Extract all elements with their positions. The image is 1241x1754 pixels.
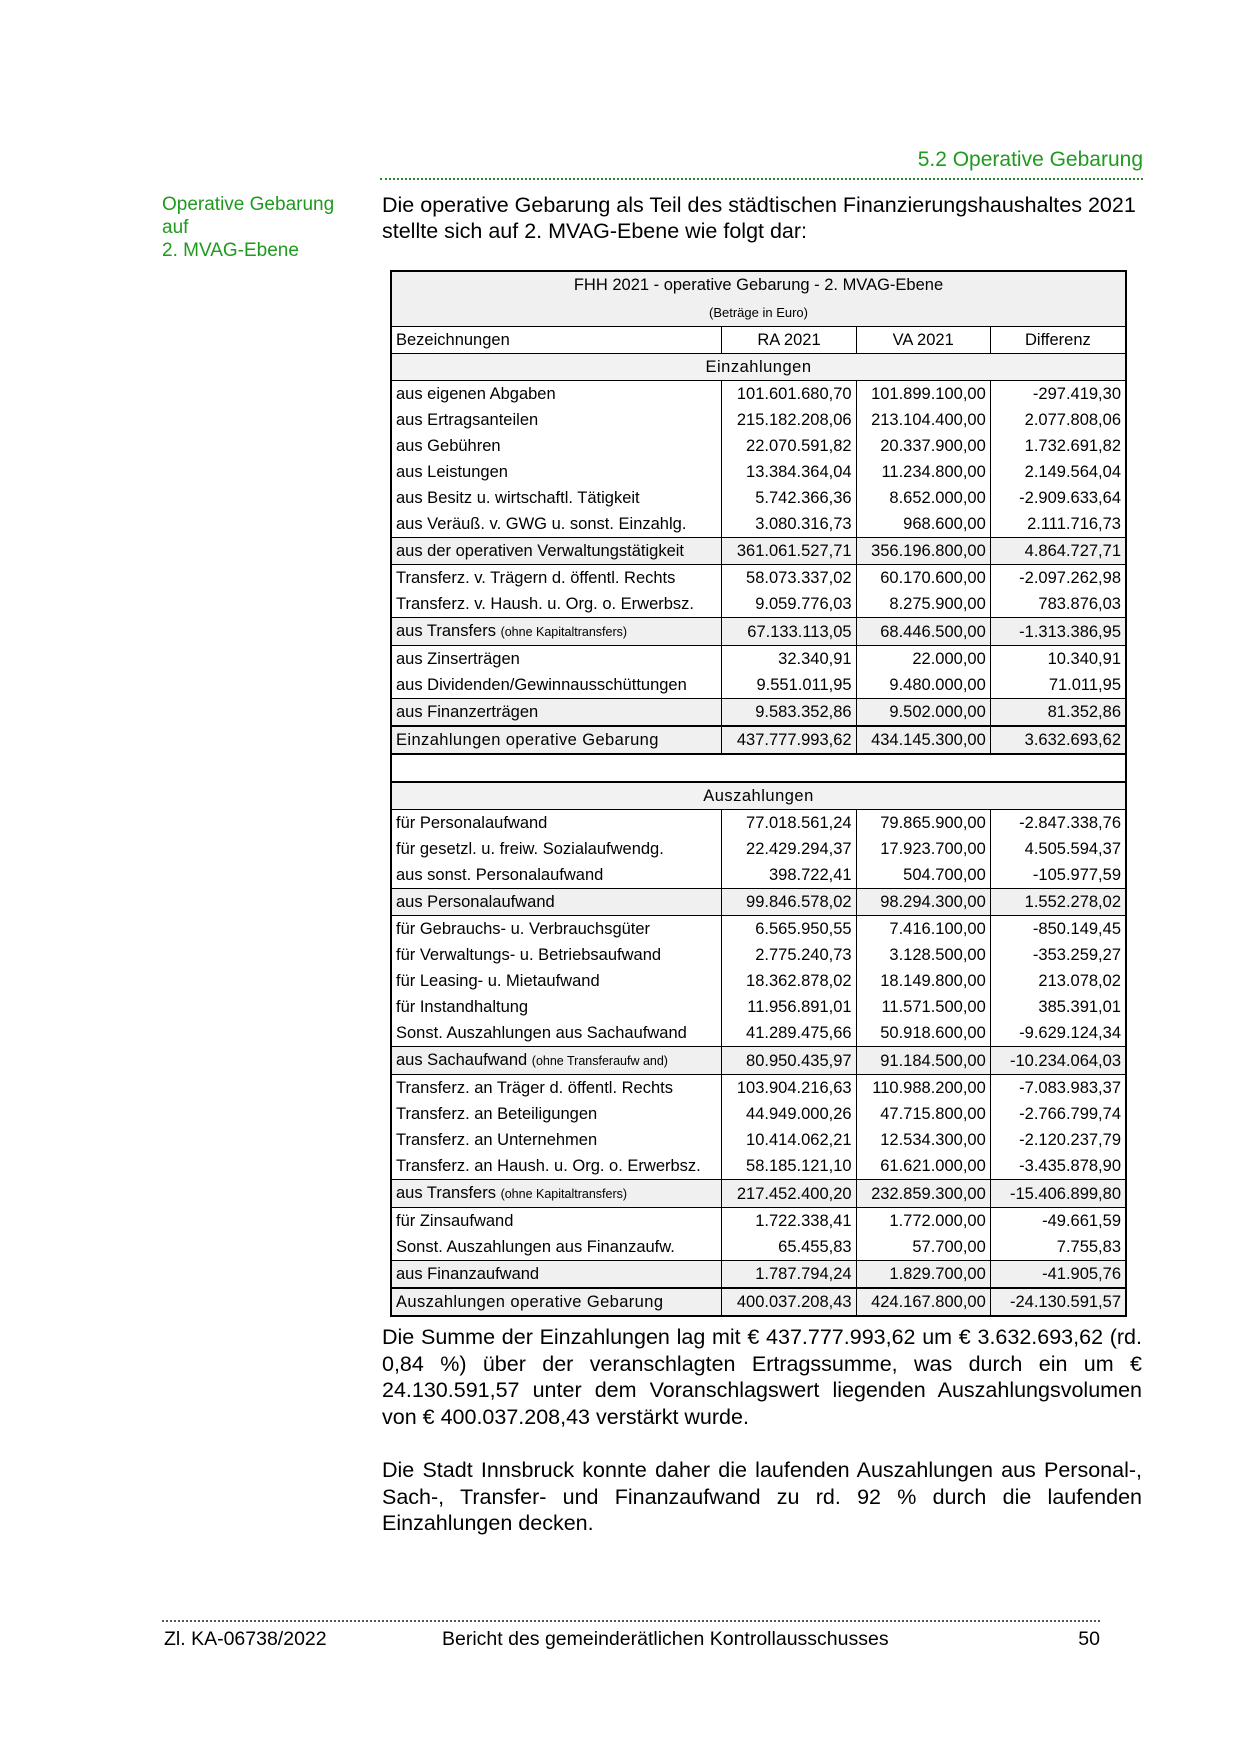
row-label: Sonst. Auszahlungen aus Finanzaufw. [396,1238,675,1256]
margin-note-line: auf [162,217,189,238]
row-label-cell [391,381,722,408]
table-row [391,862,1126,889]
table-row [391,646,1126,673]
margin-note-line: 2. MVAG-Ebene [162,240,299,261]
row-label: aus Gebühren [396,437,501,455]
row-label-cell [391,699,722,727]
va-2021-cell: 213.104.400,00 [856,407,990,433]
row-label: aus der operativen Verwaltungstätigkeit [396,542,685,560]
difference-cell: 3.632.693,62 [990,726,1126,754]
table-row [391,810,1126,837]
va-2021-cell: 18.149.800,00 [856,968,990,994]
va-2021-cell: 9.480.000,00 [856,672,990,699]
row-label-cell [391,511,722,538]
row-label: für gesetzl. u. freiw. Sozialaufwendg. [396,840,664,858]
row-label: für Gebrauchs- u. Verbrauchsgüter [396,920,651,938]
va-2021-cell: 8.275.900,00 [856,591,990,618]
row-label-cell [391,942,722,968]
difference-cell: -2.909.633,64 [990,485,1126,511]
row-label: aus Veräuß. v. GWG u. sonst. Einzahlg. [396,515,687,533]
va-2021-cell: 57.700,00 [856,1234,990,1261]
column-header: VA 2021 [856,327,990,354]
ra-2021-cell: 58.073.337,02 [722,565,856,592]
row-label: für Verwaltungs- u. Betriebsaufwand [396,946,662,964]
row-label: aus Finanzaufwand [396,1265,540,1283]
table-header-row [391,327,1126,354]
ra-2021-cell: 9.551.011,95 [722,672,856,699]
table-row [391,1075,1126,1102]
row-label-cell [391,1288,722,1316]
va-2021-cell: 356.196.800,00 [856,538,990,565]
row-label: aus Personalaufwand [396,893,555,911]
ra-2021-cell: 217.452.400,20 [722,1180,856,1208]
table-row [391,672,1126,699]
va-2021-cell: 17.923.700,00 [856,836,990,862]
table-total-row [391,1288,1126,1316]
row-label-cell [391,485,722,511]
row-label-cell [391,889,722,916]
ra-2021-cell: 3.080.316,73 [722,511,856,538]
section-header [380,148,1143,180]
section-label: Auszahlungen [391,782,1126,810]
va-2021-cell: 7.416.100,00 [856,916,990,943]
row-label-cell [391,1047,722,1075]
difference-cell: 783.876,03 [990,591,1126,618]
row-label-note: (ohne Kapitaltransfers) [500,1187,628,1201]
table-row [391,1234,1126,1261]
row-label-cell [391,433,722,459]
margin-note-line: Operative Gebarung [162,194,335,215]
row-label: Sonst. Auszahlungen aus Sachaufwand [396,1024,687,1042]
row-label: Transferz. an Unternehmen [396,1131,598,1149]
page-number: 50 [1078,1628,1100,1650]
va-2021-cell: 50.918.600,00 [856,1020,990,1047]
row-label: aus Transfers [396,1184,496,1202]
row-label: für Leasing- u. Mietaufwand [396,972,600,990]
ra-2021-cell: 1.722.338,41 [722,1208,856,1235]
difference-cell: 2.149.564,04 [990,459,1126,485]
table-subtotal-row [391,538,1126,565]
row-label-cell [391,1020,722,1047]
ra-2021-cell: 18.362.878,02 [722,968,856,994]
ra-2021-cell: 58.185.121,10 [722,1153,856,1180]
ra-2021-cell: 44.949.000,26 [722,1101,856,1127]
va-2021-cell: 98.294.300,00 [856,889,990,916]
table-row [391,407,1126,433]
row-label: aus Transfers [396,622,496,640]
difference-cell: -15.406.899,80 [990,1180,1126,1208]
row-label: aus Sachaufwand [396,1051,528,1069]
table-gap-row [391,754,1126,782]
difference-cell: -9.629.124,34 [990,1020,1126,1047]
ra-2021-cell: 80.950.435,97 [722,1047,856,1075]
difference-cell: -850.149,45 [990,916,1126,943]
difference-cell: -1.313.386,95 [990,618,1126,646]
section-label: Einzahlungen [391,354,1126,381]
va-2021-cell: 20.337.900,00 [856,433,990,459]
row-label-cell [391,726,722,754]
table-subtotal-row [391,1261,1126,1289]
row-label-cell [391,459,722,485]
table-row [391,485,1126,511]
column-header: Bezeichnungen [391,327,722,354]
table-subtotal-row [391,1047,1126,1075]
difference-cell: 2.111.716,73 [990,511,1126,538]
difference-cell: -2.120.237,79 [990,1127,1126,1153]
va-2021-cell: 91.184.500,00 [856,1047,990,1075]
table-subtotal-row [391,889,1126,916]
row-label: für Personalaufwand [396,814,548,832]
row-label: Auszahlungen operative Gebarung [396,1293,664,1311]
ra-2021-cell: 101.601.680,70 [722,381,856,408]
column-header: Differenz [990,327,1126,354]
difference-cell: 81.352,86 [990,699,1126,727]
table-row [391,942,1126,968]
table-row [391,1127,1126,1153]
row-label: aus Finanzerträgen [396,703,539,721]
ra-2021-cell: 22.429.294,37 [722,836,856,862]
difference-cell: 7.755,83 [990,1234,1126,1261]
row-label: aus Ertragsanteilen [396,411,539,429]
difference-cell: -2.847.338,76 [990,810,1126,837]
ra-2021-cell: 9.059.776,03 [722,591,856,618]
va-2021-cell: 504.700,00 [856,862,990,889]
row-label-cell [391,994,722,1020]
row-label: aus Dividenden/Gewinnausschüttungen [396,676,687,694]
va-2021-cell: 1.772.000,00 [856,1208,990,1235]
va-2021-cell: 8.652.000,00 [856,485,990,511]
row-label: aus eigenen Abgaben [396,385,556,403]
table-row [391,591,1126,618]
va-2021-cell: 61.621.000,00 [856,1153,990,1180]
difference-cell: -24.130.591,57 [990,1288,1126,1316]
row-label-cell [391,672,722,699]
ra-2021-cell: 5.742.366,36 [722,485,856,511]
finance-table-wrapper [390,270,1127,1317]
table-row [391,433,1126,459]
row-label-cell [391,646,722,673]
ra-2021-cell: 2.775.240,73 [722,942,856,968]
va-2021-cell: 434.145.300,00 [856,726,990,754]
va-2021-cell: 11.571.500,00 [856,994,990,1020]
ra-2021-cell: 11.956.891,01 [722,994,856,1020]
row-label: Transferz. an Beteiligungen [396,1105,598,1123]
va-2021-cell: 9.502.000,00 [856,699,990,727]
difference-cell: 10.340,91 [990,646,1126,673]
row-label-cell [391,1234,722,1261]
summary-paragraph-2: Die Stadt Innsbruck konnte daher die laufenden Auszahlungen aus Personal-, Sach-, Transfer- und Finanzaufwand zu rd. 92 % durch die laufenden Einzahlungen decken. [382,1458,1142,1535]
difference-cell: 4.864.727,71 [990,538,1126,565]
row-label-cell [391,836,722,862]
row-label-cell [391,407,722,433]
ra-2021-cell: 22.070.591,82 [722,433,856,459]
row-label-cell [391,968,722,994]
row-label-cell [391,1180,722,1208]
difference-cell: -7.083.983,37 [990,1075,1126,1102]
row-label: aus Besitz u. wirtschaftl. Tätigkeit [396,489,640,507]
table-row [391,1153,1126,1180]
row-label: Transferz. an Haush. u. Org. o. Erwerbsz. [396,1157,701,1175]
table-row [391,916,1126,943]
ra-2021-cell: 9.583.352,86 [722,699,856,727]
ra-2021-cell: 215.182.208,06 [722,407,856,433]
va-2021-cell: 232.859.300,00 [856,1180,990,1208]
row-label-cell [391,862,722,889]
ra-2021-cell: 398.722,41 [722,862,856,889]
va-2021-cell: 12.534.300,00 [856,1127,990,1153]
table-row [391,968,1126,994]
row-label-cell [391,1075,722,1102]
footer-reference: Zl. KA-06738/2022 [164,1628,327,1650]
table-row [391,836,1126,862]
summary-paragraph-1: Die Summe der Einzahlungen lag mit € 437.777.993,62 um € 3.632.693,62 (rd. 0,84 %) über der veranschlagten Ertragssumme, was durch ein um € 24.130.591,57 unter dem Voranschlagswert liegenden Auszahlungsvolumen von € 400.037.208,43 verstärkt wurde. [382,1325,1142,1429]
row-label-cell [391,618,722,646]
row-label-cell [391,916,722,943]
difference-cell: -41.905,76 [990,1261,1126,1289]
ra-2021-cell: 65.455,83 [722,1234,856,1261]
difference-cell: -353.259,27 [990,942,1126,968]
difference-cell: -3.435.878,90 [990,1153,1126,1180]
table-total-row [391,726,1126,754]
row-label: aus sonst. Personalaufwand [396,866,604,884]
difference-cell: 4.505.594,37 [990,836,1126,862]
row-label-cell [391,591,722,618]
ra-2021-cell: 10.414.062,21 [722,1127,856,1153]
ra-2021-cell: 103.904.216,63 [722,1075,856,1102]
va-2021-cell: 110.988.200,00 [856,1075,990,1102]
va-2021-cell: 68.446.500,00 [856,618,990,646]
va-2021-cell: 22.000,00 [856,646,990,673]
ra-2021-cell: 437.777.993,62 [722,726,856,754]
row-label: für Zinsaufwand [396,1212,514,1230]
table-row [391,381,1126,408]
va-2021-cell: 968.600,00 [856,511,990,538]
va-2021-cell: 11.234.800,00 [856,459,990,485]
row-label: Transferz. an Träger d. öffentl. Rechts [396,1079,673,1097]
table-title: FHH 2021 - operative Gebarung - 2. MVAG-Ebene [573,276,944,294]
auszahlungen-section-row [391,782,1126,810]
row-label-cell [391,1153,722,1180]
intro-paragraph: Die operative Gebarung als Teil des städtischen Finanzierungshaushaltes 2021 stellte sich auf 2. MVAG-Ebene wie folgt dar: [382,193,1136,243]
difference-cell: -297.419,30 [990,381,1126,408]
ra-2021-cell: 99.846.578,02 [722,889,856,916]
table-row [391,565,1126,592]
table-subtotal-row [391,699,1126,727]
finance-table [390,270,1127,1317]
va-2021-cell: 101.899.100,00 [856,381,990,408]
va-2021-cell: 1.829.700,00 [856,1261,990,1289]
difference-cell: 2.077.808,06 [990,407,1126,433]
row-label: Transferz. v. Trägern d. öffentl. Rechts [396,569,676,587]
ra-2021-cell: 32.340,91 [722,646,856,673]
va-2021-cell: 60.170.600,00 [856,565,990,592]
row-label: für Instandhaltung [396,998,529,1016]
row-label-cell [391,538,722,565]
ra-2021-cell: 361.061.527,71 [722,538,856,565]
row-label: aus Zinserträgen [396,650,520,668]
ra-2021-cell: 77.018.561,24 [722,810,856,837]
row-label-cell [391,810,722,837]
difference-cell: -10.234.064,03 [990,1047,1126,1075]
ra-2021-cell: 41.289.475,66 [722,1020,856,1047]
table-row [391,459,1126,485]
ra-2021-cell: 13.384.364,04 [722,459,856,485]
difference-cell: -49.661,59 [990,1208,1126,1235]
table-subtotal-row [391,618,1126,646]
row-label-cell [391,1261,722,1289]
footer-divider [162,1620,1100,1622]
table-row [391,1208,1126,1235]
table-row [391,994,1126,1020]
difference-cell: -105.977,59 [990,862,1126,889]
difference-cell: 385.391,01 [990,994,1126,1020]
va-2021-cell: 79.865.900,00 [856,810,990,837]
row-label: Einzahlungen operative Gebarung [396,731,659,749]
row-label-cell [391,565,722,592]
va-2021-cell: 3.128.500,00 [856,942,990,968]
footer-report-title: Bericht des gemeinderätlichen Kontrollausschusses [442,1628,889,1650]
difference-cell: 1.732.691,82 [990,433,1126,459]
row-label: aus Leistungen [396,463,508,481]
margin-note [162,193,362,262]
table-row [391,1020,1126,1047]
table-row [391,511,1126,538]
ra-2021-cell: 400.037.208,43 [722,1288,856,1316]
row-label-note: (ohne Kapitaltransfers) [500,625,628,639]
ra-2021-cell: 1.787.794,24 [722,1261,856,1289]
row-label-cell [391,1101,722,1127]
page-footer [162,1628,1100,1654]
va-2021-cell: 424.167.800,00 [856,1288,990,1316]
ra-2021-cell: 6.565.950,55 [722,916,856,943]
column-header: RA 2021 [722,327,856,354]
va-2021-cell: 47.715.800,00 [856,1101,990,1127]
difference-cell: 71.011,95 [990,672,1126,699]
table-row [391,1101,1126,1127]
difference-cell: -2.097.262,98 [990,565,1126,592]
difference-cell: 213.078,02 [990,968,1126,994]
difference-cell: 1.552.278,02 [990,889,1126,916]
ra-2021-cell: 67.133.113,05 [722,618,856,646]
row-label-cell [391,1127,722,1153]
section-title: 5.2 Operative Gebarung [917,148,1143,171]
row-label-note: (ohne Transferaufw and) [531,1054,668,1068]
table-title-row [391,271,1126,327]
einzahlungen-section-row [391,354,1126,381]
table-subtotal-row [391,1180,1126,1208]
row-label: Transferz. v. Haush. u. Org. o. Erwerbsz. [396,595,695,613]
difference-cell: -2.766.799,74 [990,1101,1126,1127]
table-subtitle: (Beträge in Euro) [709,305,808,320]
row-label-cell [391,1208,722,1235]
